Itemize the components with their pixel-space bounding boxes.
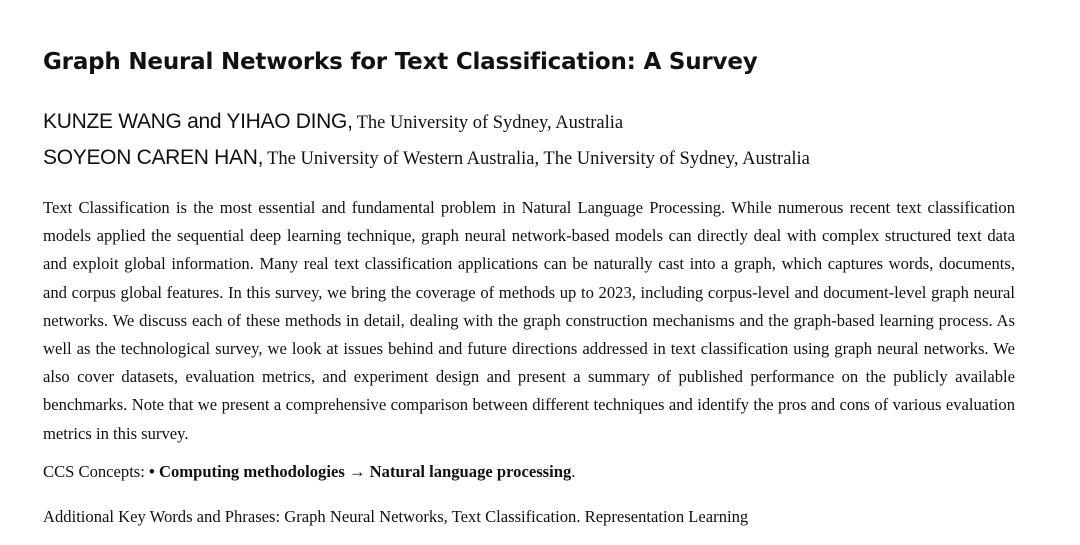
ccs-concept: Computing methodologies → Natural language processing bbox=[159, 462, 572, 481]
ccs-end: . bbox=[571, 462, 576, 481]
ccs-label: CCS Concepts: bbox=[43, 462, 150, 481]
author-line-1 bbox=[43, 110, 623, 134]
author-affiliation-1: The University of Sydney, Australia bbox=[356, 113, 624, 133]
author-line-2 bbox=[43, 146, 810, 170]
author-names-1: KUNZE WANG and YIHAO DING, bbox=[43, 110, 353, 133]
paper-title: Graph Neural Networks for Text Classification: A Survey bbox=[43, 49, 758, 75]
keywords-value: Graph Neural Networks, Text Classification. Representation Learning bbox=[284, 507, 749, 526]
keywords-line bbox=[43, 507, 748, 527]
author-affiliation-2: The University of Western Australia, The University of Sydney, Australia bbox=[267, 149, 810, 169]
author-names-2: SOYEON CAREN HAN, bbox=[43, 146, 264, 169]
ccs-concepts bbox=[43, 462, 575, 482]
abstract-text: Text Classification is the most essential and fundamental problem in Natural Language Processing. While numerous recent text classification models applied the sequential deep learning technique, graph neural network-based models can directly deal with complex structured text data and exploit global information. Many real text classification applications can be naturally cast into a graph, which captures words, documents, and corpus global features. In this survey, we bring the coverage of methods up to 2023, including corpus-level and document-level graph neural networks. We discuss each of these methods in detail, dealing with the graph construction mechanisms and the graph-based learning process. As well as the technological survey, we look at issues behind and future directions addressed in text classification using graph neural networks. We also cover datasets, evaluation metrics, and experiment design and present a summary of published performance on the publicly available benchmarks. Note that we present a comprehensive comparison between different techniques and identify the pros and cons of various evaluation metrics in this survey. bbox=[43, 198, 1015, 443]
keywords-label: Additional Key Words and Phrases: bbox=[43, 507, 285, 526]
ccs-bullet: • bbox=[149, 462, 159, 481]
